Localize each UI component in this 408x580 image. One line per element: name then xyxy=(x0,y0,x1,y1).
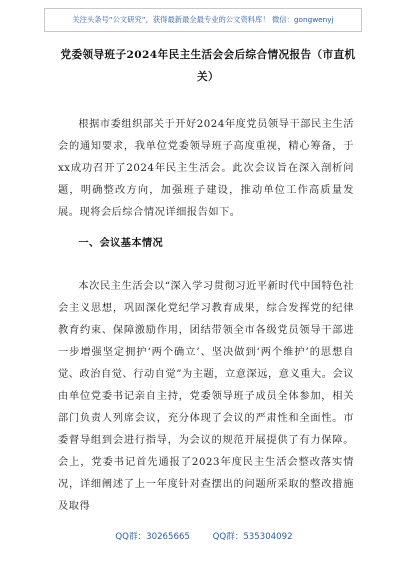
section-heading-1: 一、会议基本情况 xyxy=(78,238,164,249)
header-banner: 关注头条号“公文研究”，获得最新最全最专业的公文资料库！ 微信：gongwenyj xyxy=(44,8,362,32)
footer-qq-group-2: QQ群：535304092 xyxy=(212,532,293,542)
footer xyxy=(0,530,408,542)
footer-qq-group-1: QQ群：30265665 xyxy=(115,532,190,542)
section-1-paragraph: 本次民主生活会以“深入学习贯彻习近平新时代中国特色社会主义思想，巩固深化党纪学习教育成果，综合发挥党的纪律教育约束、保障激励作用，团结带领全市各级党员领导干部进一步增强坚定拥护‘两个确立’、坚决做到‘两个维护’的思想自觉、政治自觉、行动自觉”为主题，立意深远，意义重大。会议由单位党委书记亲自主持，党委领导班子成员全体参加，相关部门负责人列席会议，充分体现了会议的严肃性和全面性。市委督导组到会进行指导，为会议的规范开展提供了有力保障。会上，党委书记首先通报了2023年度民主生活会整改落实情况，详细阐述了上一年度针对查摆出的问题所采取的整改措施及取得 xyxy=(58,281,354,512)
document-title: 党委领导班子2024年民主生活会会后综合情况报告（市直机关） xyxy=(60,49,356,83)
intro-paragraph: 根据市委组织部关于开好2024年度党员领导干部民主生活会的通知要求，我单位党委领导班子高度重视，精心筹备，于xx成功召开了2024年民主生活会。此次会议旨在深入剖析问题，明确整改方向，加强班子建设，推动单位工作高质量发展。现将会后综合情况详细报告如下。 xyxy=(58,119,354,218)
